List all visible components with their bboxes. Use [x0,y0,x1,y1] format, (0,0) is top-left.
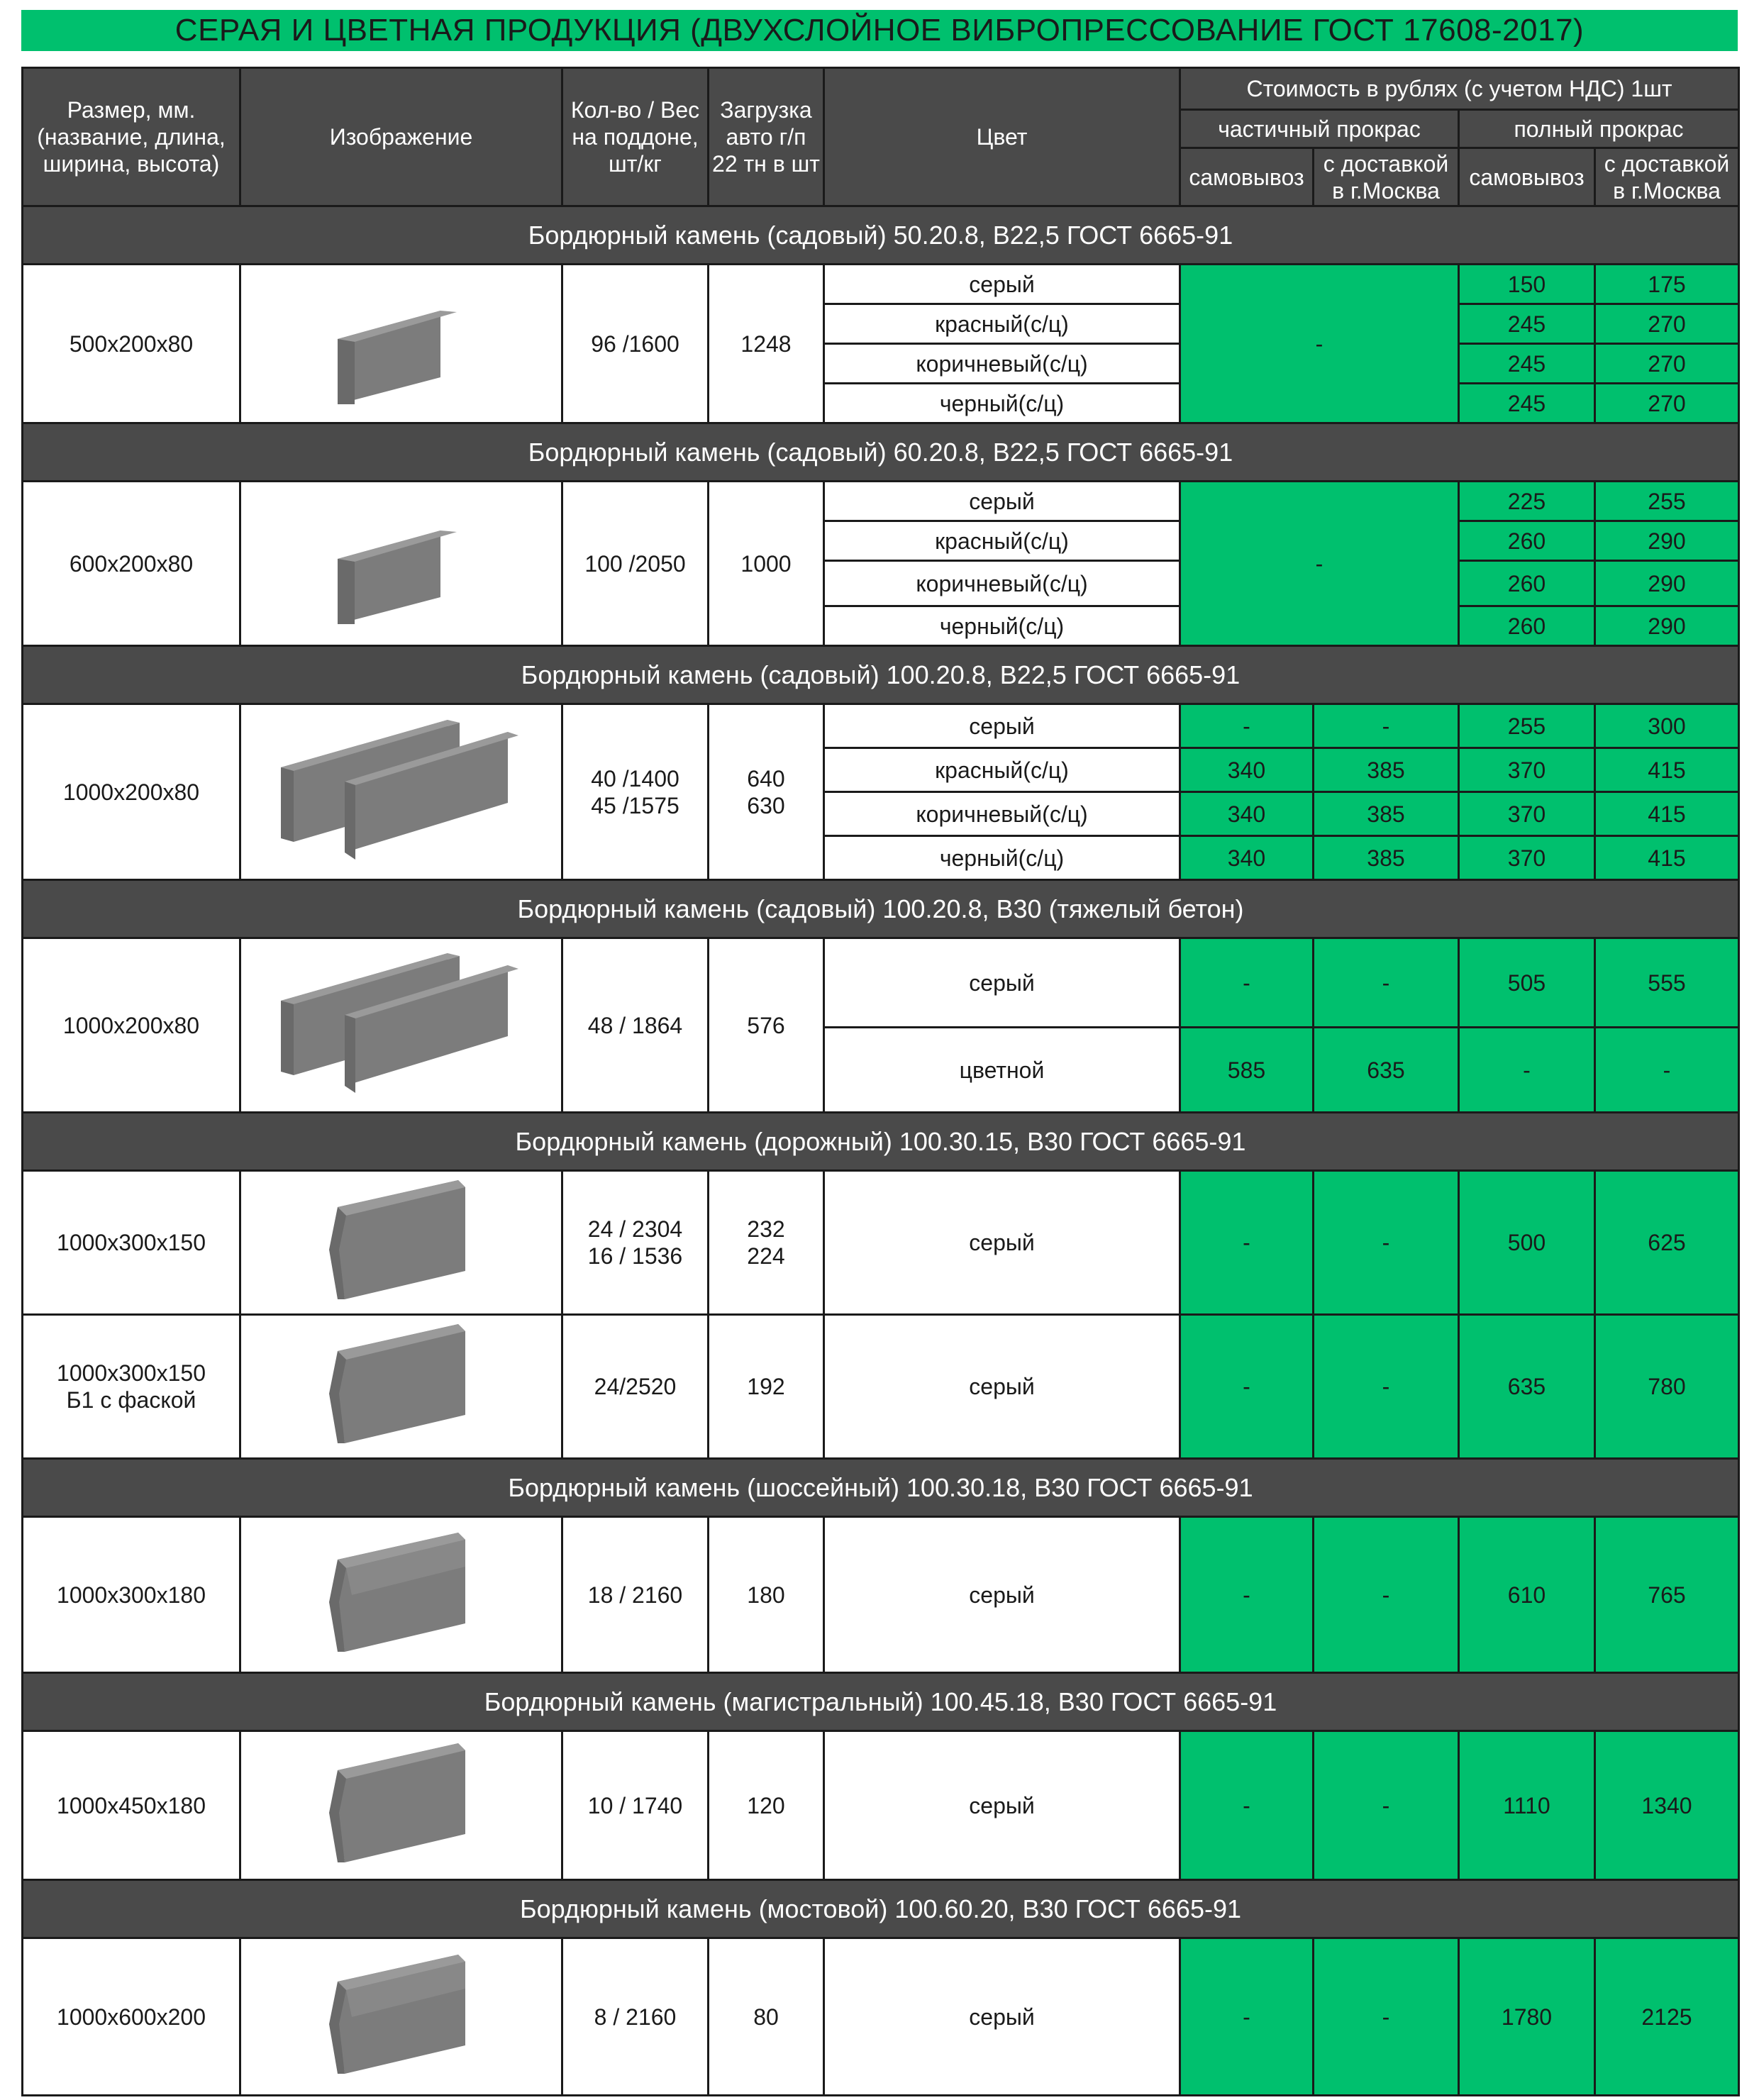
product-image [240,1938,562,2096]
size-cell: 1000x200x80 [23,704,240,880]
full-delivery-price: 255 [1595,482,1739,521]
product-image [240,1517,562,1673]
main-curb-icon [295,1735,508,1877]
qty-cell [562,1315,709,1459]
section-header [23,880,1739,938]
qty-cell [562,1171,709,1315]
cell-line: 100 /2050 [584,550,686,577]
size-cell: 600x200x80 [23,482,240,646]
product-image [240,1731,562,1880]
cell-line: 8 / 2160 [594,2004,677,2030]
full-delivery-price: 290 [1595,561,1739,606]
load-cell [709,1171,824,1315]
cell-line: 120 [747,1792,785,1818]
section-header [23,1880,1739,1938]
color-cell: серый [824,938,1180,1028]
full-pickup-price: 635 [1459,1315,1595,1459]
color-cell: серый [824,1315,1180,1459]
product-image [240,265,562,423]
full-pickup-price: 225 [1459,482,1595,521]
section-title: Бордюрный камень (садовый) 100.20.8, В30 (тяжелый бетон) [23,880,1739,938]
cell-line: 1000 [740,550,792,577]
size-cell [23,1315,240,1459]
header-delivery-partial: с доставкой в г.Москва [1314,148,1459,206]
load-cell [709,1731,824,1880]
size-cell: 1000x200x80 [23,938,240,1113]
partial-pickup-price: - [1180,1517,1314,1673]
full-pickup-price: 370 [1459,836,1595,880]
size-cell [23,1938,240,2096]
color-cell: серый [824,1517,1180,1673]
price-table [21,67,1740,2096]
header-qty: Кол-во / Вес на поддоне, шт/кг [562,68,709,206]
partial-delivery-price: 385 [1314,792,1459,836]
section-title: Бордюрный камень (шоссейный) 100.30.18, В30 ГОСТ 6665-91 [23,1459,1739,1517]
full-pickup-price: 505 [1459,938,1595,1028]
header-pickup-partial: самовывоз [1180,148,1314,206]
road-curb-small-icon [295,1316,508,1457]
color-cell: красный(с/ц) [824,304,1180,344]
full-delivery-price: 555 [1595,938,1739,1028]
load-cell [709,482,824,646]
full-pickup-price: 245 [1459,344,1595,384]
partial-delivery-price: - [1314,1315,1459,1459]
full-delivery-price: 1340 [1595,1731,1739,1880]
table-row [23,1315,1739,1459]
cell-line: 24/2520 [594,1374,677,1399]
header-image: Изображение [240,68,562,206]
color-cell: серый [824,1938,1180,2096]
partial-delivery-price: - [1314,938,1459,1028]
full-pickup-price: 260 [1459,561,1595,606]
section-title: Бордюрный камень (дорожный) 100.30.15, В30 ГОСТ 6665-91 [23,1113,1739,1171]
full-delivery-price: 290 [1595,521,1739,561]
cell-line: 630 [747,792,785,818]
cell-line: 10 / 1740 [587,1792,683,1818]
curb-stone-icon [309,284,494,404]
product-image [240,1171,562,1315]
bridge-curb-icon [295,1946,508,2088]
table-row [23,265,1739,304]
table-row [23,1938,1739,2096]
header-pickup-full: самовывоз [1459,148,1595,206]
cell-line: 180 [747,1582,785,1608]
partial-pickup-price: - [1180,1315,1314,1459]
partial-price-cell: - [1180,265,1459,423]
full-delivery-price: 270 [1595,384,1739,423]
full-delivery-price: 625 [1595,1171,1739,1315]
page-title: СЕРАЯ И ЦВЕТНАЯ ПРОДУКЦИЯ (ДВУХСЛОЙНОЕ ВИБРОПРЕССОВАНИЕ ГОСТ 17608-2017) [21,10,1738,51]
cell-line: 640 [747,765,785,791]
partial-pickup-price: 340 [1180,836,1314,880]
color-cell: красный(с/ц) [824,521,1180,561]
partial-delivery-price: 635 [1314,1028,1459,1113]
partial-pickup-price: - [1180,704,1314,748]
full-pickup-price: 255 [1459,704,1595,748]
qty-cell [562,482,709,646]
partial-pickup-price: - [1180,1731,1314,1880]
double-curb-stone-icon [274,948,529,1104]
full-pickup-price: 150 [1459,265,1595,304]
partial-pickup-price: 585 [1180,1028,1314,1113]
full-delivery-price: 765 [1595,1517,1739,1673]
product-image [240,938,562,1113]
partial-delivery-price: 385 [1314,748,1459,792]
color-cell: серый [824,1731,1180,1880]
cell-line: 1000x300x150 [57,1360,206,1386]
product-image [240,482,562,646]
full-delivery-price: 2125 [1595,1938,1739,2096]
highway-curb-icon [295,1524,508,1666]
partial-price-cell: - [1180,482,1459,646]
cell-line: 576 [747,1012,785,1038]
full-delivery-price: 175 [1595,265,1739,304]
full-delivery-price: 270 [1595,344,1739,384]
color-cell: черный(с/ц) [824,384,1180,423]
section-header [23,423,1739,482]
header-load: Загрузка авто г/п 22 тн в шт [709,68,824,206]
cell-line: 96 /1600 [591,330,679,357]
double-curb-stone-icon [274,714,529,870]
cell-line: 1248 [740,330,792,357]
color-cell: коричневый(с/ц) [824,792,1180,836]
full-pickup-price: 245 [1459,384,1595,423]
qty-cell [562,1731,709,1880]
full-delivery-price: 290 [1595,606,1739,646]
qty-cell [562,938,709,1113]
section-title: Бордюрный камень (садовый) 50.20.8, В22,5 ГОСТ 6665-91 [23,206,1739,265]
color-cell: серый [824,1171,1180,1315]
header-full: полный прокрас [1459,110,1739,148]
cell-line: 48 / 1864 [587,1012,683,1038]
color-cell: серый [824,482,1180,521]
size-cell [23,1517,240,1673]
partial-pickup-price: - [1180,938,1314,1028]
product-image [240,704,562,880]
partial-delivery-price: - [1314,1731,1459,1880]
partial-pickup-price: 340 [1180,792,1314,836]
table-row [23,1171,1739,1315]
cell-line: 1000x300x180 [57,1582,206,1608]
cell-line: 1000x300x150 [57,1230,206,1255]
qty-cell [562,704,709,880]
header-delivery-full: с доставкой в г.Москва [1595,148,1739,206]
table-row [23,1517,1739,1673]
cell-line: 40 /1400 [591,765,679,791]
section-header [23,206,1739,265]
table-row [23,482,1739,521]
table-row [23,704,1739,748]
full-delivery-price: 415 [1595,836,1739,880]
section-header [23,1113,1739,1171]
full-pickup-price: 370 [1459,792,1595,836]
qty-cell [562,1938,709,2096]
qty-cell [562,1517,709,1673]
cell-line: 1000x450x180 [57,1792,206,1818]
partial-delivery-price: 385 [1314,836,1459,880]
full-delivery-price: 415 [1595,748,1739,792]
table-row [23,938,1739,1028]
partial-pickup-price: - [1180,1171,1314,1315]
size-cell [23,1171,240,1315]
load-cell [709,1517,824,1673]
color-cell: серый [824,704,1180,748]
header-size: Размер, мм. (название, длина, ширина, высота) [23,68,240,206]
product-image [240,1315,562,1459]
partial-pickup-price: 340 [1180,748,1314,792]
partial-delivery-price: - [1314,1938,1459,2096]
section-title: Бордюрный камень (магистральный) 100.45.18, В30 ГОСТ 6665-91 [23,1673,1739,1731]
cell-line: 18 / 2160 [587,1582,683,1608]
color-cell: серый [824,265,1180,304]
color-cell: черный(с/ц) [824,606,1180,646]
load-cell [709,704,824,880]
cell-line: 16 / 1536 [587,1243,683,1269]
section-header [23,646,1739,704]
cell-line: 1000x600x200 [57,2004,206,2030]
full-delivery-price: 415 [1595,792,1739,836]
color-cell: черный(с/ц) [824,836,1180,880]
qty-cell [562,265,709,423]
full-delivery-price: 780 [1595,1315,1739,1459]
road-curb-icon [295,1172,508,1313]
color-cell: коричневый(с/ц) [824,561,1180,606]
load-cell [709,938,824,1113]
header-cost: Стоимость в рублях (с учетом НДС) 1шт [1180,68,1739,110]
partial-pickup-price: - [1180,1938,1314,2096]
full-pickup-price: 1780 [1459,1938,1595,2096]
color-cell: красный(с/ц) [824,748,1180,792]
size-cell [23,1731,240,1880]
table-row [23,1731,1739,1880]
section-title: Бордюрный камень (мостовой) 100.60.20, В30 ГОСТ 6665-91 [23,1880,1739,1938]
full-pickup-price: 370 [1459,748,1595,792]
load-cell [709,1938,824,2096]
partial-delivery-price: - [1314,1171,1459,1315]
section-header [23,1459,1739,1517]
full-pickup-price: 500 [1459,1171,1595,1315]
cell-line: 232 [747,1216,785,1242]
partial-delivery-price: - [1314,1517,1459,1673]
cell-line: 80 [753,2004,779,2030]
full-pickup-price: 1110 [1459,1731,1595,1880]
section-title: Бордюрный камень (садовый) 60.20.8, В22,5 ГОСТ 6665-91 [23,423,1739,482]
cell-line: 192 [747,1374,785,1399]
load-cell [709,265,824,423]
color-cell: коричневый(с/ц) [824,344,1180,384]
cell-line: Б1 с фаской [66,1387,196,1413]
header-color: Цвет [824,68,1180,206]
full-delivery-price: 300 [1595,704,1739,748]
partial-delivery-price: - [1314,704,1459,748]
full-pickup-price: 260 [1459,606,1595,646]
full-pickup-price: 260 [1459,521,1595,561]
section-header [23,1673,1739,1731]
section-title: Бордюрный камень (садовый) 100.20.8, В22,5 ГОСТ 6665-91 [23,646,1739,704]
full-delivery-price: 270 [1595,304,1739,344]
header-partial: частичный прокрас [1180,110,1459,148]
full-pickup-price: 245 [1459,304,1595,344]
size-cell: 500x200x80 [23,265,240,423]
full-pickup-price: 610 [1459,1517,1595,1673]
cell-line: 224 [747,1243,785,1269]
load-cell [709,1315,824,1459]
curb-stone-icon [309,504,494,624]
cell-line: 45 /1575 [591,792,679,818]
full-delivery-price: - [1595,1028,1739,1113]
cell-line: 24 / 2304 [587,1216,683,1242]
color-cell: цветной [824,1028,1180,1113]
full-pickup-price: - [1459,1028,1595,1113]
